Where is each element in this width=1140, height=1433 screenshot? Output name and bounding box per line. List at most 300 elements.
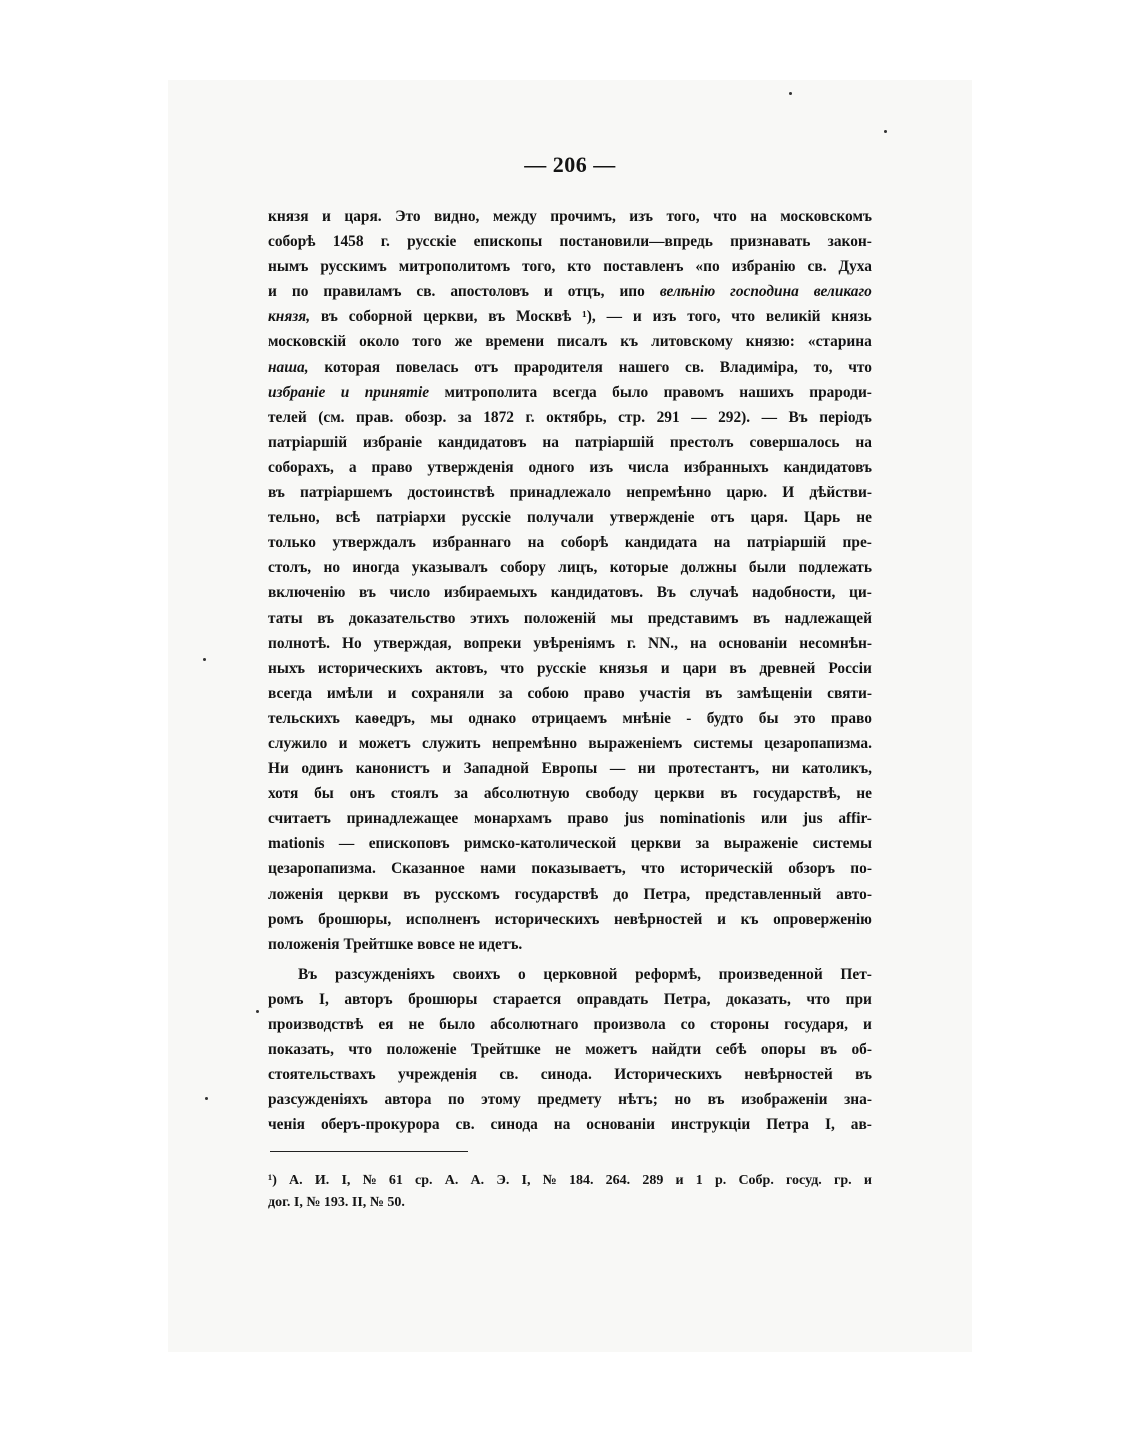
word: къ <box>620 333 639 351</box>
word: закон- <box>827 233 872 251</box>
text-line <box>268 380 872 405</box>
word: разсужденіяхъ <box>268 1091 368 1109</box>
word: кто <box>567 258 592 276</box>
word: совершалось <box>749 433 840 451</box>
word: того, <box>522 258 556 276</box>
word: государя, <box>784 1016 849 1033</box>
text-line <box>268 631 872 656</box>
word: Царь <box>803 509 841 527</box>
word: отрицаемъ <box>531 709 608 727</box>
word: стр. <box>618 408 646 426</box>
word: правиламъ <box>323 283 402 301</box>
word: актовъ, <box>435 659 488 677</box>
text-line <box>268 355 872 380</box>
word: русскимъ <box>320 258 387 276</box>
word: выраженіе <box>723 835 799 853</box>
word: подлежать <box>798 559 872 577</box>
word: избираемыхъ <box>443 584 538 602</box>
word: того <box>412 333 442 351</box>
word: право <box>567 810 609 828</box>
word: великаго <box>813 283 872 301</box>
word: епископы <box>473 233 543 251</box>
word: князя <box>268 208 309 225</box>
word: церкви <box>338 885 389 903</box>
text-line <box>268 706 872 731</box>
word: nominationis <box>659 810 746 828</box>
word: NN., <box>648 634 678 652</box>
word: положенія <box>268 935 340 953</box>
word: Въ <box>788 408 808 426</box>
word: апостоловъ <box>450 283 529 301</box>
word: и <box>543 283 553 301</box>
word: и <box>268 283 277 301</box>
word: и <box>717 910 726 928</box>
word: ав- <box>850 1116 872 1134</box>
word: достоинствѣ <box>407 484 495 502</box>
word: видно, <box>434 208 480 225</box>
word: св. <box>685 358 705 376</box>
word: соборахъ, <box>268 458 334 476</box>
word: себѣ <box>715 1041 747 1059</box>
word: нашихъ <box>739 383 794 401</box>
word: г. <box>626 634 637 652</box>
word: несомнѣн- <box>799 634 872 652</box>
word: на <box>750 208 767 225</box>
word: патріархи <box>376 509 446 527</box>
word: (см. <box>318 408 345 426</box>
word: въ <box>820 1041 838 1059</box>
word: А. <box>470 1173 485 1188</box>
word: историческихъ <box>494 910 600 928</box>
word: за <box>457 408 472 426</box>
word: князю: <box>745 333 795 351</box>
word: что <box>641 860 665 878</box>
word: господина <box>730 283 799 301</box>
word: митрополита <box>444 383 538 401</box>
text-line <box>268 831 872 856</box>
word: въ <box>707 1091 725 1109</box>
word: изображеніи <box>741 1091 828 1109</box>
word: Э. <box>496 1173 510 1188</box>
word: Пет- <box>840 965 872 983</box>
word: показать, <box>268 1041 334 1059</box>
word: не <box>458 935 475 953</box>
word: и <box>387 684 397 702</box>
word: святи- <box>827 684 872 702</box>
word: оберъ-прокурора <box>320 1116 440 1134</box>
word: около <box>359 333 400 351</box>
word: доказать, <box>725 990 791 1008</box>
word: найдти <box>651 1041 702 1059</box>
word: великій <box>765 308 821 326</box>
word: Въ <box>656 584 676 602</box>
word: Въ <box>298 965 318 983</box>
word: гр. <box>833 1173 852 1188</box>
footnote-line <box>268 1170 872 1192</box>
text-line <box>268 1112 872 1137</box>
word: сохраняли <box>411 684 485 702</box>
word: должны <box>680 559 737 577</box>
word: синода <box>490 1116 538 1134</box>
text-line <box>268 229 872 254</box>
word: утвержденія <box>427 458 514 476</box>
word: одинъ <box>301 760 344 778</box>
word: брошюры, <box>318 910 392 928</box>
word: указывалъ <box>411 559 488 577</box>
word: епископовъ <box>368 835 450 853</box>
word: ци- <box>849 584 872 602</box>
word: принятіе <box>364 383 430 401</box>
word: мы <box>610 609 634 627</box>
word: изъ <box>589 458 614 476</box>
word: церковной <box>543 965 618 983</box>
word: нымъ <box>268 258 309 276</box>
word: при <box>845 990 872 1008</box>
word: въ <box>320 308 338 326</box>
word: Духа <box>838 258 872 276</box>
text-line <box>268 430 872 455</box>
word: отцъ, <box>567 283 605 301</box>
word: только <box>268 534 316 552</box>
word: участія <box>639 684 691 702</box>
word: Западной <box>463 760 530 778</box>
word: въ <box>855 1066 872 1084</box>
word: канонистъ <box>355 760 430 778</box>
word: служить <box>421 734 481 752</box>
word: церкви, <box>423 308 478 326</box>
text-line <box>268 580 872 605</box>
word: на <box>527 534 545 552</box>
word: что <box>806 990 831 1008</box>
word: невѣрностей <box>744 1066 833 1084</box>
word: опоры <box>760 1041 806 1059</box>
word: считаетъ <box>268 810 331 828</box>
word: р. <box>714 1173 727 1188</box>
word: jus <box>802 810 823 828</box>
word: велѣнію <box>659 283 716 301</box>
word: ¹), <box>582 308 596 326</box>
word: и <box>442 760 452 778</box>
word: въ <box>359 584 376 602</box>
word: октябрь, <box>546 408 607 426</box>
word: автора <box>384 1091 432 1109</box>
word: времени <box>485 333 545 351</box>
word: авто- <box>836 885 872 903</box>
word: № <box>362 1173 377 1188</box>
word: московскомъ <box>780 208 872 225</box>
word: ни <box>771 760 790 778</box>
word: русскомъ <box>435 885 500 903</box>
word: I, <box>293 1195 303 1210</box>
word: - <box>686 709 692 727</box>
word: надобности, <box>751 584 836 602</box>
word: католикъ, <box>801 760 872 778</box>
text-line <box>268 505 872 530</box>
word: I, <box>341 1173 351 1188</box>
word: одного <box>528 458 575 476</box>
word: ср. <box>415 1173 433 1188</box>
word: иногда <box>352 559 400 577</box>
word: предмету <box>537 1091 602 1109</box>
word: царя. <box>344 208 382 225</box>
word: въ <box>488 308 506 326</box>
word: наша, <box>268 358 309 376</box>
word: основаніи <box>718 634 788 652</box>
word: 264. <box>605 1173 631 1188</box>
word: обзоръ <box>788 860 835 878</box>
word: прав. <box>356 408 394 426</box>
word: а <box>348 458 357 476</box>
word: ромъ <box>268 990 304 1008</box>
word: въ <box>753 609 770 627</box>
word: идетъ. <box>478 935 523 953</box>
word: кандидата <box>624 534 698 552</box>
word: Но <box>342 634 362 652</box>
word: въ <box>729 659 747 677</box>
text-line <box>268 882 872 907</box>
word: соборѣ <box>268 233 316 251</box>
footnote <box>268 1170 872 1214</box>
word: I, <box>318 990 329 1008</box>
word: что <box>731 308 756 326</box>
word: русскіе <box>407 233 457 251</box>
word: литовскому <box>651 333 733 351</box>
word: тельскихъ <box>268 709 340 727</box>
word: доказательство <box>348 609 456 627</box>
word: абсолютнаго <box>490 1016 579 1033</box>
word: Историческихъ <box>614 1066 722 1084</box>
word: царя. <box>750 509 788 527</box>
text-line <box>268 530 872 555</box>
word: ни <box>637 760 656 778</box>
word: монархамъ <box>473 810 552 828</box>
word: въ <box>720 785 738 803</box>
word: на <box>689 634 707 652</box>
word: телей <box>268 408 307 426</box>
word: между <box>492 208 537 225</box>
word: ромъ <box>268 910 304 928</box>
word: положеній <box>523 609 596 627</box>
word: патріаршемъ <box>300 484 393 502</box>
word: хотя <box>268 785 299 803</box>
word: на <box>713 534 731 552</box>
scan-speck <box>256 1010 259 1013</box>
word: что <box>348 1041 373 1059</box>
word: за <box>454 785 469 803</box>
word: произвола <box>593 1016 666 1033</box>
word: избраніе <box>268 383 326 401</box>
word: царю. <box>726 484 768 502</box>
word: представленный <box>705 885 822 903</box>
word: показываетъ, <box>531 860 626 878</box>
word: каѳедръ, <box>355 709 415 727</box>
word: въ <box>317 609 335 627</box>
word: учрежденія <box>397 1066 477 1084</box>
word: въ <box>403 885 421 903</box>
word: и <box>863 1016 872 1033</box>
word: I, <box>521 1173 531 1188</box>
word: историческихъ <box>317 659 423 677</box>
scan-speck <box>203 658 206 661</box>
word: получали <box>527 509 594 527</box>
word: пре- <box>842 534 872 552</box>
text-line <box>268 907 872 932</box>
word: свободу <box>585 785 639 803</box>
word: утверждая, <box>373 634 452 652</box>
word: стоятельствахъ <box>268 1066 376 1084</box>
word: А. <box>289 1173 303 1188</box>
word: того, <box>666 208 700 225</box>
word: св. <box>455 1116 475 1134</box>
text-line <box>268 279 872 304</box>
word: прародителя <box>513 358 603 376</box>
word: Европы <box>541 760 598 778</box>
word: римско-католической <box>463 835 617 853</box>
word: что <box>848 358 872 376</box>
word: № <box>306 1195 321 1210</box>
text-line <box>268 681 872 706</box>
word: и <box>675 1173 684 1188</box>
text-line <box>268 455 872 480</box>
word: производствѣ <box>268 1016 364 1033</box>
word: и <box>632 308 642 326</box>
word: со <box>680 1016 696 1033</box>
word: — <box>338 835 355 853</box>
word: церкви <box>630 835 682 853</box>
word: или <box>760 810 788 828</box>
word: правомъ <box>663 383 724 401</box>
word: и <box>660 659 670 677</box>
word: русскіе <box>461 509 511 527</box>
word: однако <box>468 709 517 727</box>
word: И <box>782 484 795 502</box>
word: 1872 <box>483 408 514 426</box>
word: тельно, <box>268 509 320 527</box>
word: нами <box>480 860 517 878</box>
word: синода. <box>540 1066 592 1084</box>
word: ¹) <box>268 1173 277 1188</box>
word: не <box>856 785 872 803</box>
word: но <box>674 1091 692 1109</box>
scan-speck <box>789 92 792 95</box>
word: Петра, <box>643 885 691 903</box>
word: принадлежащее <box>346 810 459 828</box>
word: соборѣ <box>560 534 609 552</box>
word: госуд. <box>786 1173 822 1188</box>
text-line <box>268 731 872 756</box>
word: числа <box>628 458 669 476</box>
word: бы <box>758 709 779 727</box>
word: св. <box>499 1066 519 1084</box>
word: избраніе <box>363 433 423 451</box>
word: древней <box>759 659 816 677</box>
text-line <box>268 656 872 681</box>
text-line <box>268 555 872 580</box>
word: столъ, <box>268 559 312 577</box>
word: affir- <box>838 810 872 828</box>
word: московскій <box>268 333 347 351</box>
word: цезаропапизма. <box>268 860 376 878</box>
word: ипо <box>619 283 645 301</box>
word: г. <box>380 233 390 251</box>
word: и <box>340 383 350 401</box>
word: Москвѣ <box>516 308 572 326</box>
word: за <box>498 684 513 702</box>
word: престолъ <box>669 433 734 451</box>
word: кандидатовъ <box>783 458 872 476</box>
word: системы <box>693 734 753 752</box>
word: II, <box>351 1195 367 1210</box>
word: были <box>748 559 787 577</box>
word: инструкціи <box>670 1116 751 1134</box>
word: по <box>291 283 309 301</box>
word: избраннаго <box>432 534 512 552</box>
text-line <box>268 1062 872 1087</box>
word: соборной <box>348 308 413 326</box>
word: «по <box>695 258 720 276</box>
word: mationis <box>268 835 325 853</box>
word: св. <box>807 258 827 276</box>
word: утвержденіе <box>609 509 695 527</box>
text-line <box>268 806 872 831</box>
word: утверждалъ <box>332 534 416 552</box>
word: ея <box>378 1016 394 1033</box>
word: по <box>447 1091 465 1109</box>
word: обозр. <box>404 408 447 426</box>
word: можетъ <box>358 734 411 752</box>
word: — <box>609 760 626 778</box>
word: на <box>855 433 872 451</box>
word: что <box>500 659 525 677</box>
word: будто <box>706 709 744 727</box>
word: которая <box>324 358 381 376</box>
word: патріаршій <box>746 534 826 552</box>
word: число <box>389 584 431 602</box>
page-number: — 206 — <box>524 152 616 177</box>
text-line <box>268 932 872 957</box>
word: ченія <box>268 1116 305 1134</box>
word: jus <box>624 810 644 828</box>
word: имѣли <box>326 684 373 702</box>
word: цари <box>682 659 717 677</box>
word: Петра, <box>663 990 711 1008</box>
word: вопреки <box>463 634 522 652</box>
word: что <box>713 208 737 225</box>
word: И. <box>314 1173 330 1188</box>
word: дог. <box>268 1195 291 1210</box>
text-line <box>268 962 872 987</box>
word: принадлежало <box>509 484 612 502</box>
word: протестантъ, <box>668 760 760 778</box>
word: всегда <box>552 383 597 401</box>
word: выраженіемъ <box>588 734 683 752</box>
word: патріаршій <box>268 433 348 451</box>
word: патріаршій <box>574 433 654 451</box>
word: Петра <box>766 1116 809 1134</box>
word: цезаропапизма. <box>764 734 872 752</box>
word: замѣщеніи <box>736 684 813 702</box>
word: — <box>691 408 707 426</box>
text-line <box>268 856 872 881</box>
word: на <box>553 1116 571 1134</box>
word: Собр. <box>738 1173 774 1188</box>
word: невѣрностей <box>613 910 703 928</box>
word: изъ <box>629 208 654 225</box>
word: на <box>542 433 559 451</box>
word: зна- <box>844 1091 872 1109</box>
word: то, <box>813 358 833 376</box>
text-line <box>268 1087 872 1112</box>
